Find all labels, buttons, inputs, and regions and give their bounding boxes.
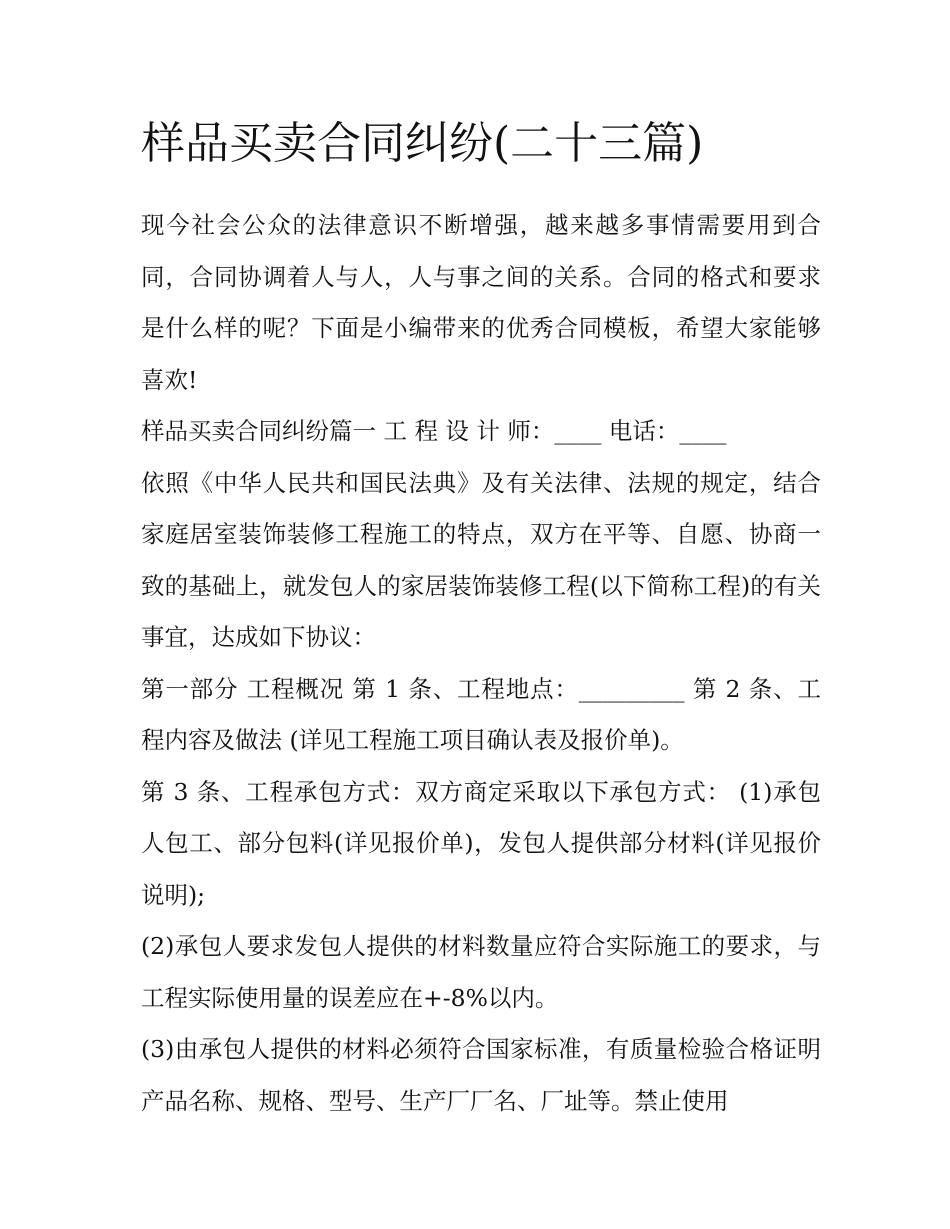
document-title: 样品买卖合同纠纷(二十三篇) xyxy=(141,118,704,169)
paragraph-intro: 现今社会公众的法律意识不断增强，越来越多事情需要用到合同，合同协调着人与人，人与事之间的关系。合同的格式和要求是什么样的呢？下面是小编带来的优秀合同模板，希望大家能够喜欢! xyxy=(141,211,821,394)
paragraph-project-overview: 第一部分 工程概况 第 1 条、工程地点：_________ 第 2 条、工程内容及做法 (详见工程施工项目确认表及报价单)。 xyxy=(141,674,821,754)
paragraph-legal-basis: 依照《中华人民共和国民法典》及有关法律、法规的规定，结合家庭居室装饰装修工程施工的特点，双方在平等、自愿、协商一致的基础上，就发包人的家居装饰装修工程(以下简称工程)的有关事宜，达成如下协议： xyxy=(141,468,821,651)
paragraph-contract-method: 第 3 条、工程承包方式：双方商定采取以下承包方式： (1)承包人包工、部分包料(详见报价单)，发包人提供部分材料(详见报价说明); xyxy=(141,777,821,909)
paragraph-material-quality: (3)由承包人提供的材料必须符合国家标准，有质量检验合格证明产品名称、规格、型号、生产厂厂名、厂址等。禁止使用 xyxy=(141,1035,821,1115)
paragraph-contract-header: 样品买卖合同纠纷篇一 工 程 设 计 师：____ 电话：____ xyxy=(141,417,727,445)
document-body xyxy=(141,200,821,1127)
paragraph-material-quantity: (2)承包人要求发包人提供的材料数量应符合实际施工的要求，与工程实际使用量的误差应在+-8%以内。 xyxy=(141,932,821,1012)
